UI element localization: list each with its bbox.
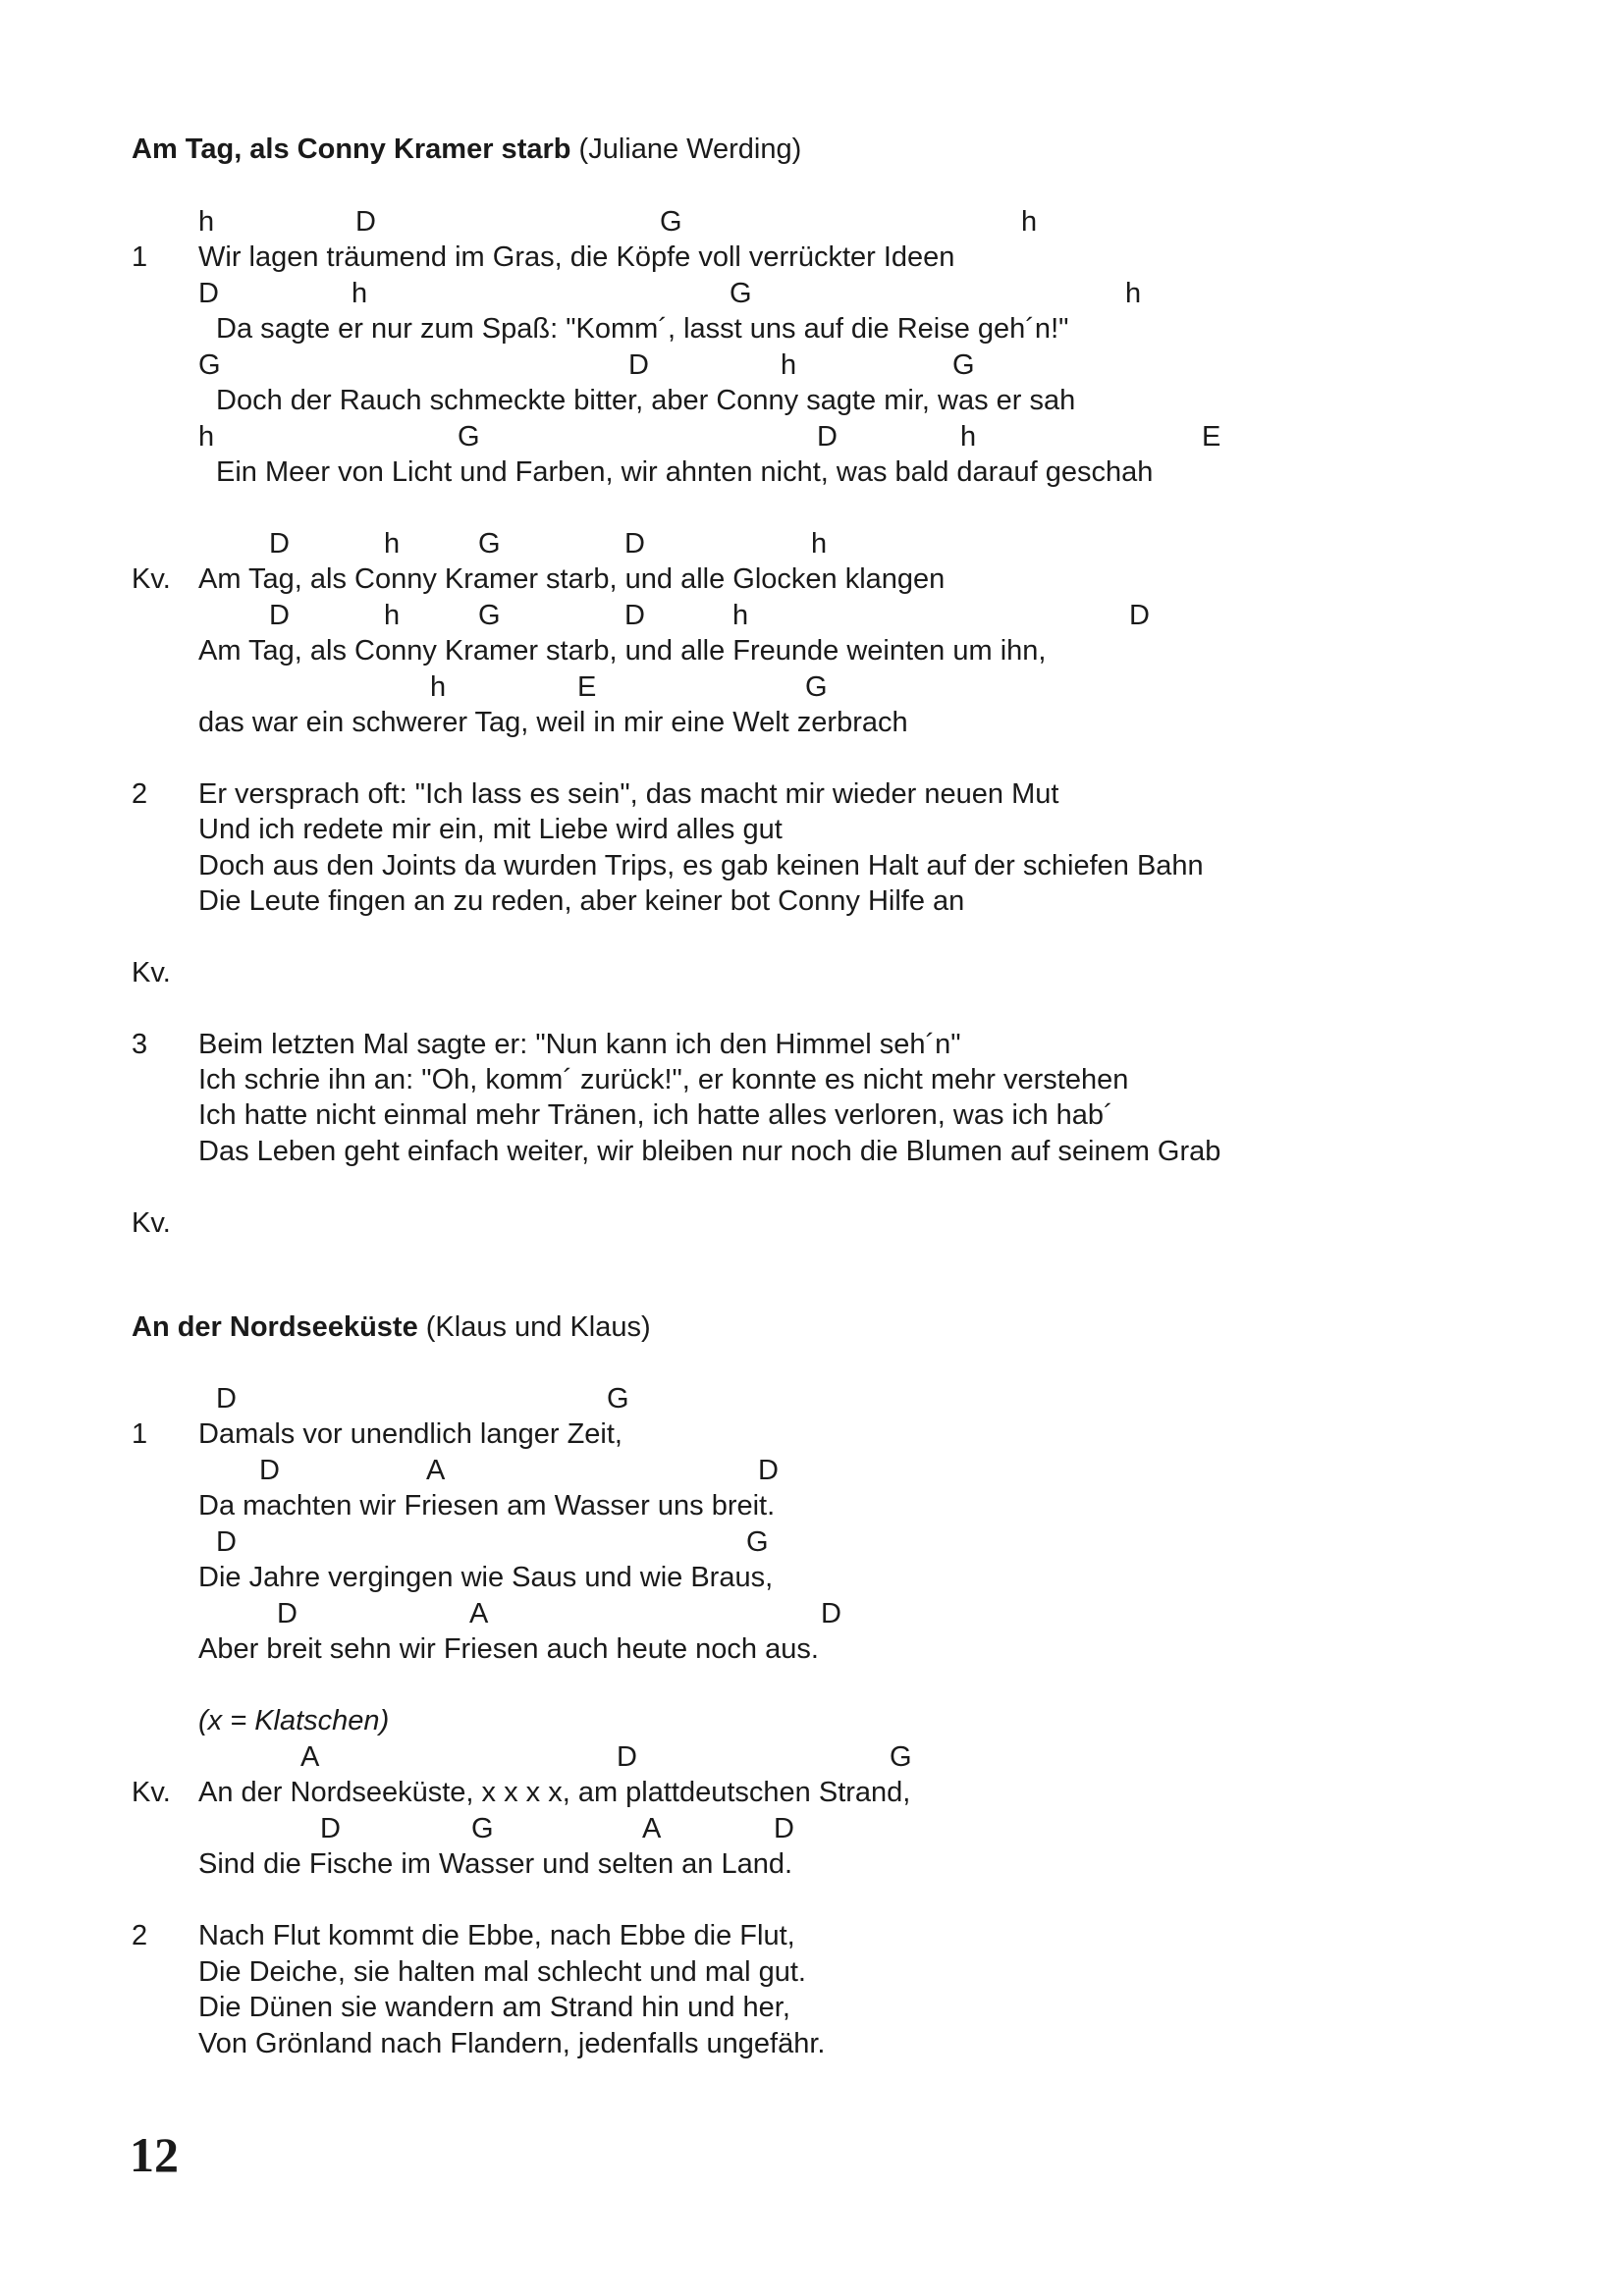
lyric-line: Die Jahre vergingen wie Saus und wie Braus, bbox=[198, 1562, 774, 1593]
lyric-line: Und ich redete mir ein, mit Liebe wird alles gut bbox=[198, 814, 783, 845]
lyric-line: Da sagte er nur zum Spaß: "Komm´, lasst uns auf die Reise geh´n!" bbox=[216, 313, 1069, 345]
chord: E bbox=[577, 671, 597, 703]
lyric-line: Er versprach oft: "Ich lass es sein", das macht mir wieder neuen Mut bbox=[198, 778, 1059, 810]
chord: G bbox=[198, 349, 221, 381]
chord: G bbox=[746, 1526, 769, 1558]
lyric-line: Die Deiche, sie halten mal schlecht und mal gut. bbox=[198, 1956, 806, 1988]
lyric-line: Am Tag, als Conny Kramer starb, und alle Glocken klangen bbox=[198, 563, 946, 595]
chord: D bbox=[758, 1455, 779, 1486]
chord: G bbox=[478, 600, 501, 631]
chorus-label: Kv. bbox=[132, 1207, 171, 1239]
song-title: An der Nordseeküste bbox=[132, 1311, 418, 1343]
lyric-line: Die Leute fingen an zu reden, aber keiner bot Conny Hilfe an bbox=[198, 885, 965, 917]
verse-number: 1 bbox=[132, 1418, 148, 1450]
chord: D bbox=[1129, 600, 1150, 631]
chord: h bbox=[1021, 206, 1038, 238]
song-artist: (Klaus und Klaus) bbox=[425, 1311, 651, 1343]
chord: G bbox=[805, 671, 828, 703]
verse-number: 1 bbox=[132, 241, 148, 273]
chorus-label: Kv. bbox=[132, 563, 171, 595]
lyric-line: Am Tag, als Conny Kramer starb, und alle Freunde weinten um ihn, bbox=[198, 635, 1047, 667]
chord: G bbox=[660, 206, 682, 238]
chord: D bbox=[817, 421, 838, 453]
chord: G bbox=[607, 1383, 629, 1415]
chord: D bbox=[198, 278, 219, 309]
chord: A bbox=[300, 1741, 320, 1773]
chord: D bbox=[216, 1526, 237, 1558]
chord: h bbox=[732, 600, 749, 631]
song-artist: (Juliane Werding) bbox=[578, 133, 802, 165]
chord: G bbox=[478, 528, 501, 560]
chord: D bbox=[774, 1813, 794, 1844]
chorus-label: Kv. bbox=[132, 1777, 171, 1808]
chord: D bbox=[617, 1741, 637, 1773]
chord: D bbox=[624, 528, 645, 560]
lyric-line: Ich hatte nicht einmal mehr Tränen, ich hatte alles verloren, was ich hab´ bbox=[198, 1099, 1113, 1131]
chord: h bbox=[781, 349, 797, 381]
lyric-line: Beim letzten Mal sagte er: "Nun kann ich den Himmel seh´n" bbox=[198, 1029, 961, 1060]
lyric-line: Sind die Fische im Wasser und selten an Land. bbox=[198, 1848, 793, 1880]
chord: D bbox=[821, 1598, 841, 1629]
chord: h bbox=[1125, 278, 1142, 309]
chord: D bbox=[320, 1813, 341, 1844]
lyric-line: Doch der Rauch schmeckte bitter, aber Conny sagte mir, was er sah bbox=[216, 385, 1076, 416]
chord: G bbox=[952, 349, 975, 381]
chord: A bbox=[469, 1598, 489, 1629]
chord: h bbox=[430, 671, 447, 703]
lyric-line: An der Nordseeküste, x x x x, am plattdeutschen Strand, bbox=[198, 1777, 911, 1808]
lyric-line: Das Leben geht einfach weiter, wir bleiben nur noch die Blumen auf seinem Grab bbox=[198, 1136, 1221, 1167]
chord: D bbox=[259, 1455, 280, 1486]
chord: E bbox=[1202, 421, 1221, 453]
chord: D bbox=[624, 600, 645, 631]
lyric-line: Damals vor unendlich langer Zeit, bbox=[198, 1418, 622, 1450]
lyric-line: Ein Meer von Licht und Farben, wir ahnten nicht, was bald darauf geschah bbox=[216, 456, 1154, 488]
chord: h bbox=[198, 206, 215, 238]
chord: A bbox=[426, 1455, 446, 1486]
chord: G bbox=[890, 1741, 912, 1773]
lyric-line: Aber breit sehn wir Friesen auch heute noch aus. bbox=[198, 1633, 819, 1665]
chord: G bbox=[471, 1813, 494, 1844]
verse-number: 3 bbox=[132, 1029, 148, 1060]
chord: G bbox=[458, 421, 480, 453]
chord: h bbox=[960, 421, 977, 453]
song-title-line bbox=[132, 1309, 651, 1345]
lyric-line: Nach Flut kommt die Ebbe, nach Ebbe die Flut, bbox=[198, 1920, 795, 1951]
song-title: Am Tag, als Conny Kramer starb bbox=[132, 133, 571, 165]
chord: D bbox=[628, 349, 649, 381]
chord: h bbox=[198, 421, 215, 453]
performance-note: (x = Klatschen) bbox=[198, 1705, 390, 1736]
chord: G bbox=[730, 278, 752, 309]
chord: D bbox=[355, 206, 376, 238]
chord: A bbox=[642, 1813, 662, 1844]
chord: h bbox=[811, 528, 828, 560]
page-number: 12 bbox=[130, 2127, 179, 2182]
lyric-line: Ich schrie ihn an: "Oh, komm´ zurück!", er konnte es nicht mehr verstehen bbox=[198, 1064, 1129, 1095]
song-title-line bbox=[132, 132, 801, 167]
chord: D bbox=[269, 528, 290, 560]
chorus-label: Kv. bbox=[132, 957, 171, 988]
lyric-line: das war ein schwerer Tag, weil in mir eine Welt zerbrach bbox=[198, 707, 908, 738]
chord: h bbox=[352, 278, 368, 309]
chord: h bbox=[384, 600, 401, 631]
lyric-line: Wir lagen träumend im Gras, die Köpfe voll verrückter Ideen bbox=[198, 241, 955, 273]
verse-number: 2 bbox=[132, 1920, 148, 1951]
lyric-line: Von Grönland nach Flandern, jedenfalls ungefähr. bbox=[198, 2028, 826, 2059]
chord: D bbox=[216, 1383, 237, 1415]
chord: D bbox=[269, 600, 290, 631]
lyric-line: Doch aus den Joints da wurden Trips, es gab keinen Halt auf der schiefen Bahn bbox=[198, 850, 1204, 881]
chord: h bbox=[384, 528, 401, 560]
verse-number: 2 bbox=[132, 778, 148, 810]
chord: D bbox=[277, 1598, 298, 1629]
lyric-line: Da machten wir Friesen am Wasser uns breit. bbox=[198, 1490, 776, 1522]
lyric-line: Die Dünen sie wandern am Strand hin und her, bbox=[198, 1992, 790, 2023]
